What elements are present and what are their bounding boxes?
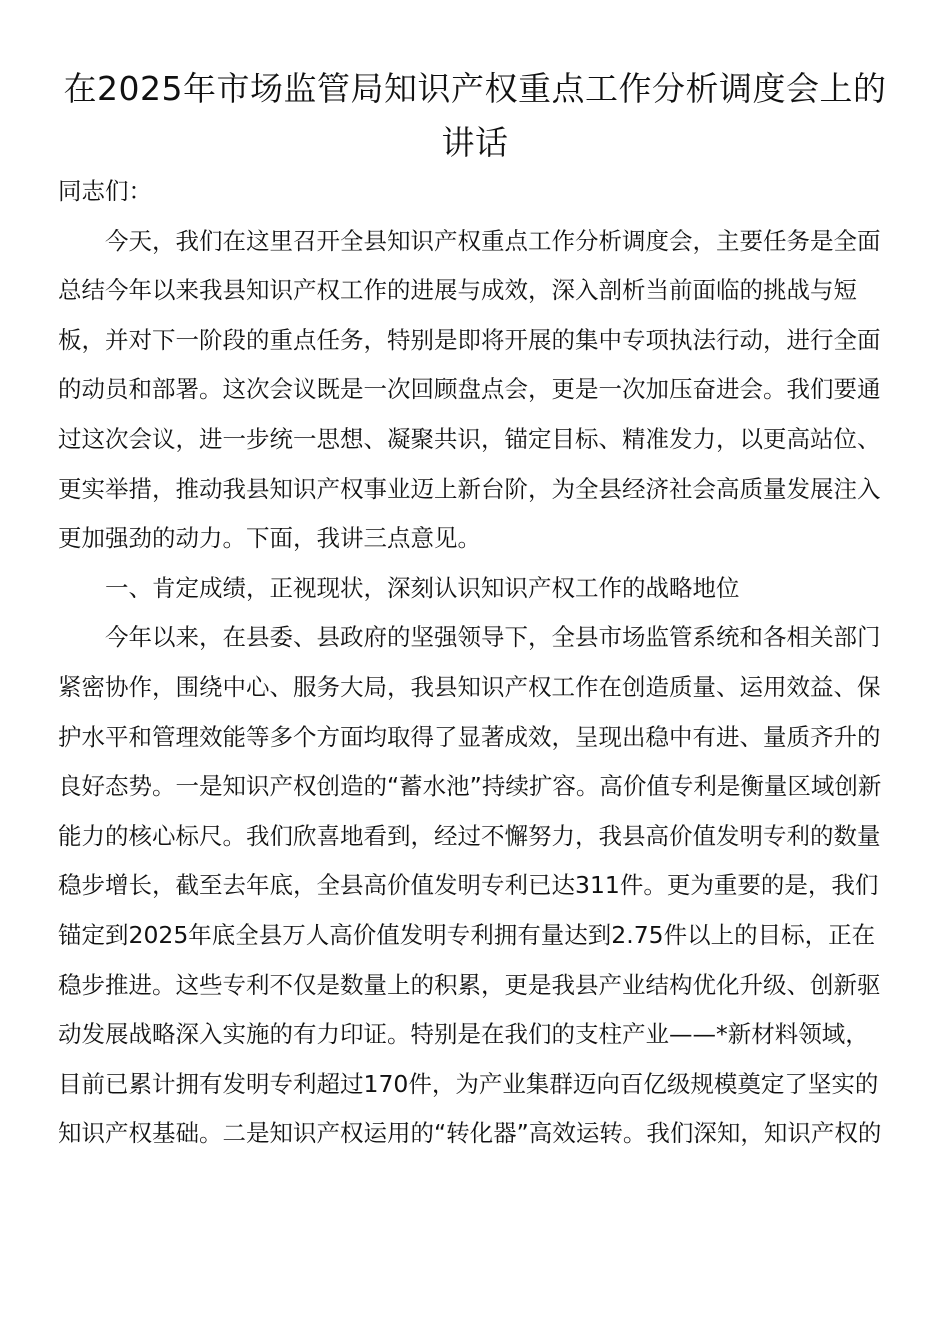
achievements-paragraph: 今年以来，在县委、县政府的坚强领导下，全县市场监管系统和各相关部门紧密协作，围绕中心、服务大局，我县知识产权工作在创造质量、运用效益、保护水平和管理效能等多个方面均取得了显著成效，呈现出稳中有进、量质齐升的良好态势。一是知识产权创造的“蓄水池”持续扩容。高价值专利是衡量区域创新能力的核心标尺。我们欣喜地看到，经过不懈努力，我县高价值发明专利的数量稳步增长，截至去年底，全县高价值发明专利已达311件。更为重要的是，我们锚定到2025年底全县万人高价值发明专利拥有量达到2.75件以上的目标，正在稳步推进。这些专利不仅是数量上的积累，更是我县产业结构优化升级、创新驱动发展战略深入实施的有力印证。特别是在我们的支柱产业——*新材料领域，目前已累计拥有发明专利超过170件，为产业集群迈向百亿级规模奠定了坚实的知识产权基础。二是知识产权运用的“转化器”高效运转。我们深知，知识产权的 (58, 623, 882, 1148)
document-body (58, 167, 892, 1159)
section-heading-one: 一、肯定成绩，正视现状，深刻认识知识产权工作的战略地位 (105, 573, 740, 602)
intro-paragraph: 今天，我们在这里召开全县知识产权重点工作分析调度会，主要任务是全面总结今年以来我县知识产权工作的进展与成效，深入剖析当前面临的挑战与短板，并对下一阶段的重点任务，特别是即将开展的集中专项执法行动，进行全面的动员和部署。这次会议既是一次回顾盘点会，更是一次加压奋进会。我们要通过这次会议，进一步统一思想、凝聚共识，锚定目标、精准发力，以更高站位、更实举措，推动我县知识产权事业迈上新台阶，为全县经济社会高质量发展注入更加强劲的动力。下面，我讲三点意见。 (58, 226, 881, 553)
salutation: 同志们： (58, 177, 152, 205)
document-title: 在2025年市场监管局知识产权重点工作分析调度会上的讲话 (63, 69, 887, 162)
